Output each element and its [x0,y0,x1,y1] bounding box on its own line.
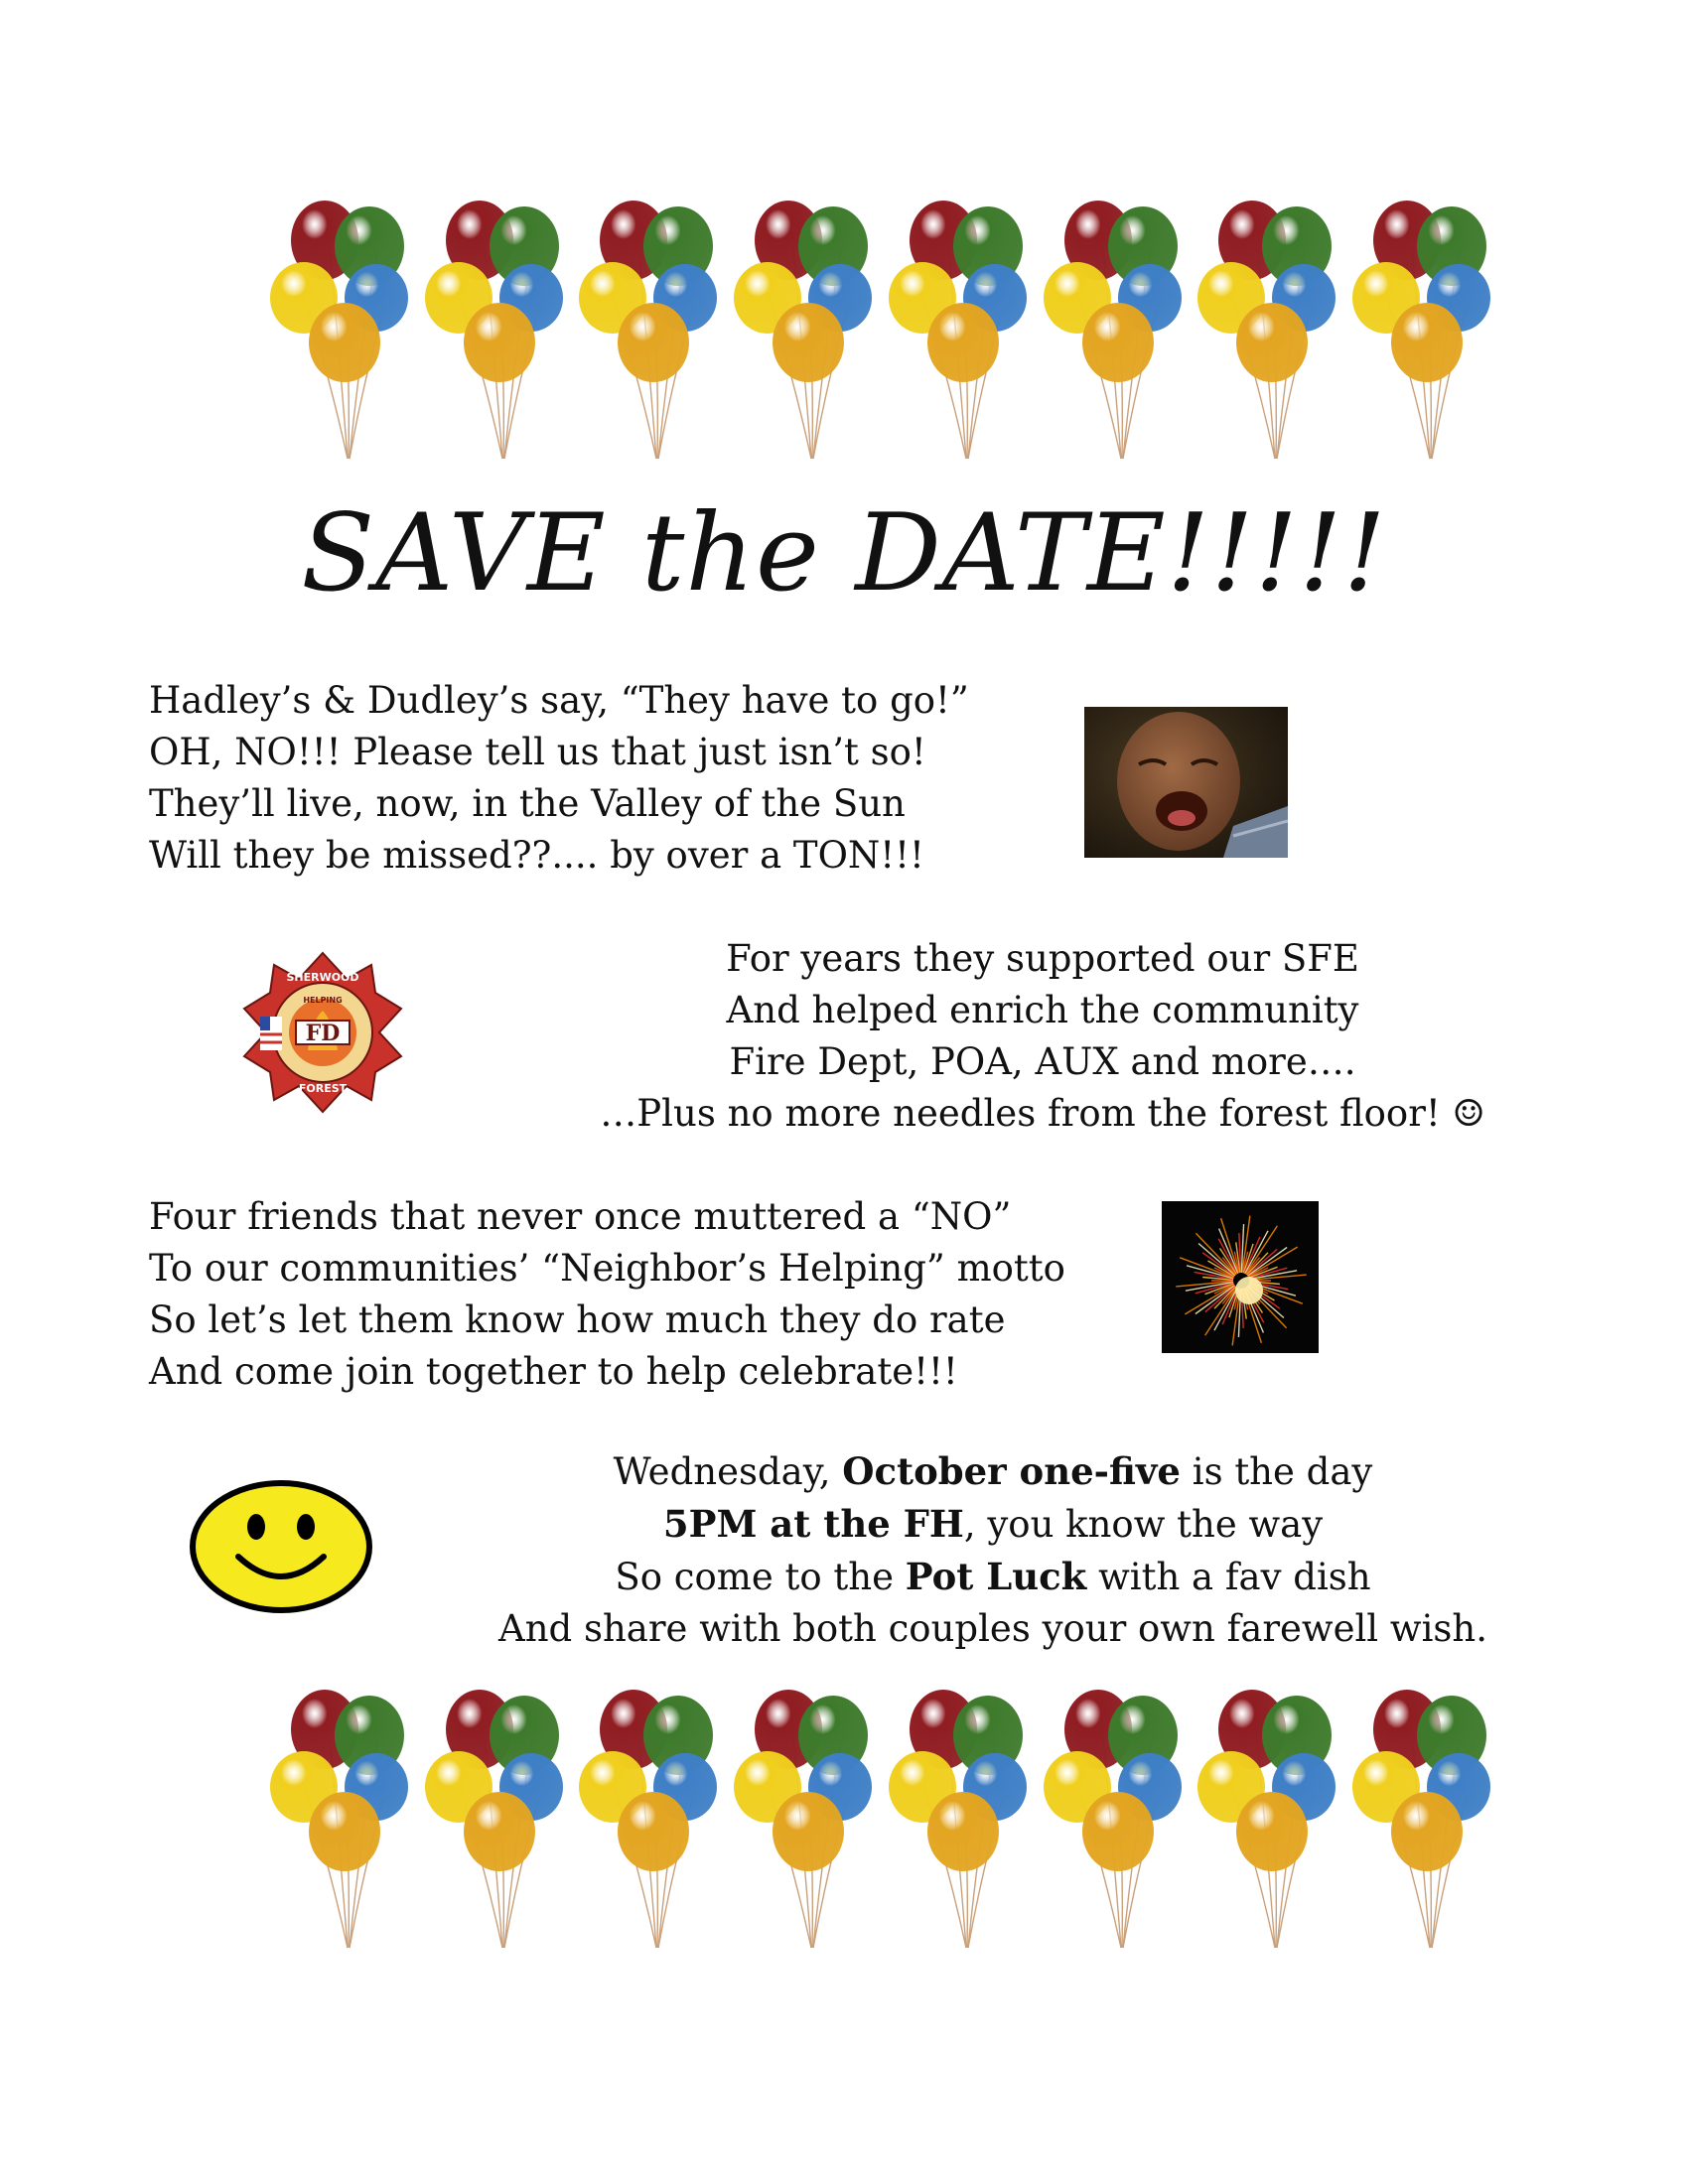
event-type: Pot Luck [905,1555,1087,1598]
balloon-bunch [425,1688,574,1958]
logo-banner-text: HELPING [303,996,343,1005]
balloon-bunch [734,199,883,469]
balloon-row-bottom [270,1688,1501,1958]
stanza-line: Fire Dept, POA, AUX and more…. [729,1040,1356,1083]
line-text: is the day [1180,1450,1373,1493]
event-time-place: 5PM at the FH [662,1502,964,1546]
balloon-bunch [734,1688,883,1958]
logo-center-text: FD [305,1021,341,1046]
balloon-bunch [1044,199,1193,469]
line-text: Wednesday, [613,1450,843,1493]
balloon-bunch [270,199,419,469]
balloon-bunch [1352,1688,1501,1958]
logo-bottom-text: FOREST [298,1082,348,1095]
smiley-face-icon [189,1479,373,1614]
stanza-line: And helped enrich the community [726,989,1359,1031]
event-date: October one-five [842,1449,1181,1493]
stanza-line: Will they be missed??.... by over a TON!!! [149,834,924,877]
balloon-bunch [889,199,1038,469]
balloon-bunch [1352,199,1501,469]
stanza-line: Four friends that never once muttered a “NO” [149,1195,1012,1238]
fire-department-logo [242,951,403,1114]
balloon-bunch [425,199,574,469]
stanza-line [467,1498,1519,1551]
page-title: SAVE the DATE!!!!! [301,491,1387,615]
line-text: So come to the [615,1556,906,1598]
stanza-line [467,1551,1519,1603]
balloon-bunch [579,199,728,469]
balloon-bunch [579,1688,728,1958]
balloon-bunch [889,1688,1038,1958]
crying-baby-photo [1084,707,1288,858]
fireworks-photo [1162,1201,1319,1353]
balloon-row-top [270,199,1501,469]
stanza-2 [556,933,1529,1140]
line-text: , you know the way [963,1503,1324,1546]
balloon-bunch [1044,1688,1193,1958]
stanza-line: Hadley’s & Dudley’s say, “They have to go!” [149,679,969,722]
stanza-line: …Plus no more needles from the forest floor! ☺ [600,1092,1485,1135]
logo-top-text: SHERWOOD [286,971,359,984]
balloon-bunch [1197,1688,1346,1958]
stanza-line: To our communities’ “Neighbor’s Helping” motto [149,1247,1065,1290]
balloon-bunch [1197,199,1346,469]
balloon-bunch [270,1688,419,1958]
stanza-line: And come join together to help celebrate!!! [149,1350,958,1393]
stanza-4 [467,1445,1519,1655]
line-text: with a fav dish [1086,1556,1371,1598]
stanza-line: So let’s let them know how much they do rate [149,1298,1006,1341]
stanza-line: For years they supported our SFE [726,937,1359,980]
stanza-1 [149,675,969,882]
stanza-line [467,1445,1519,1498]
stanza-line: And share with both couples your own farewell wish. [497,1607,1487,1650]
stanza-line: OH, NO!!! Please tell us that just isn’t so! [149,731,926,773]
stanza-3 [149,1191,1065,1398]
stanza-line: They’ll live, now, in the Valley of the Sun [149,782,906,825]
